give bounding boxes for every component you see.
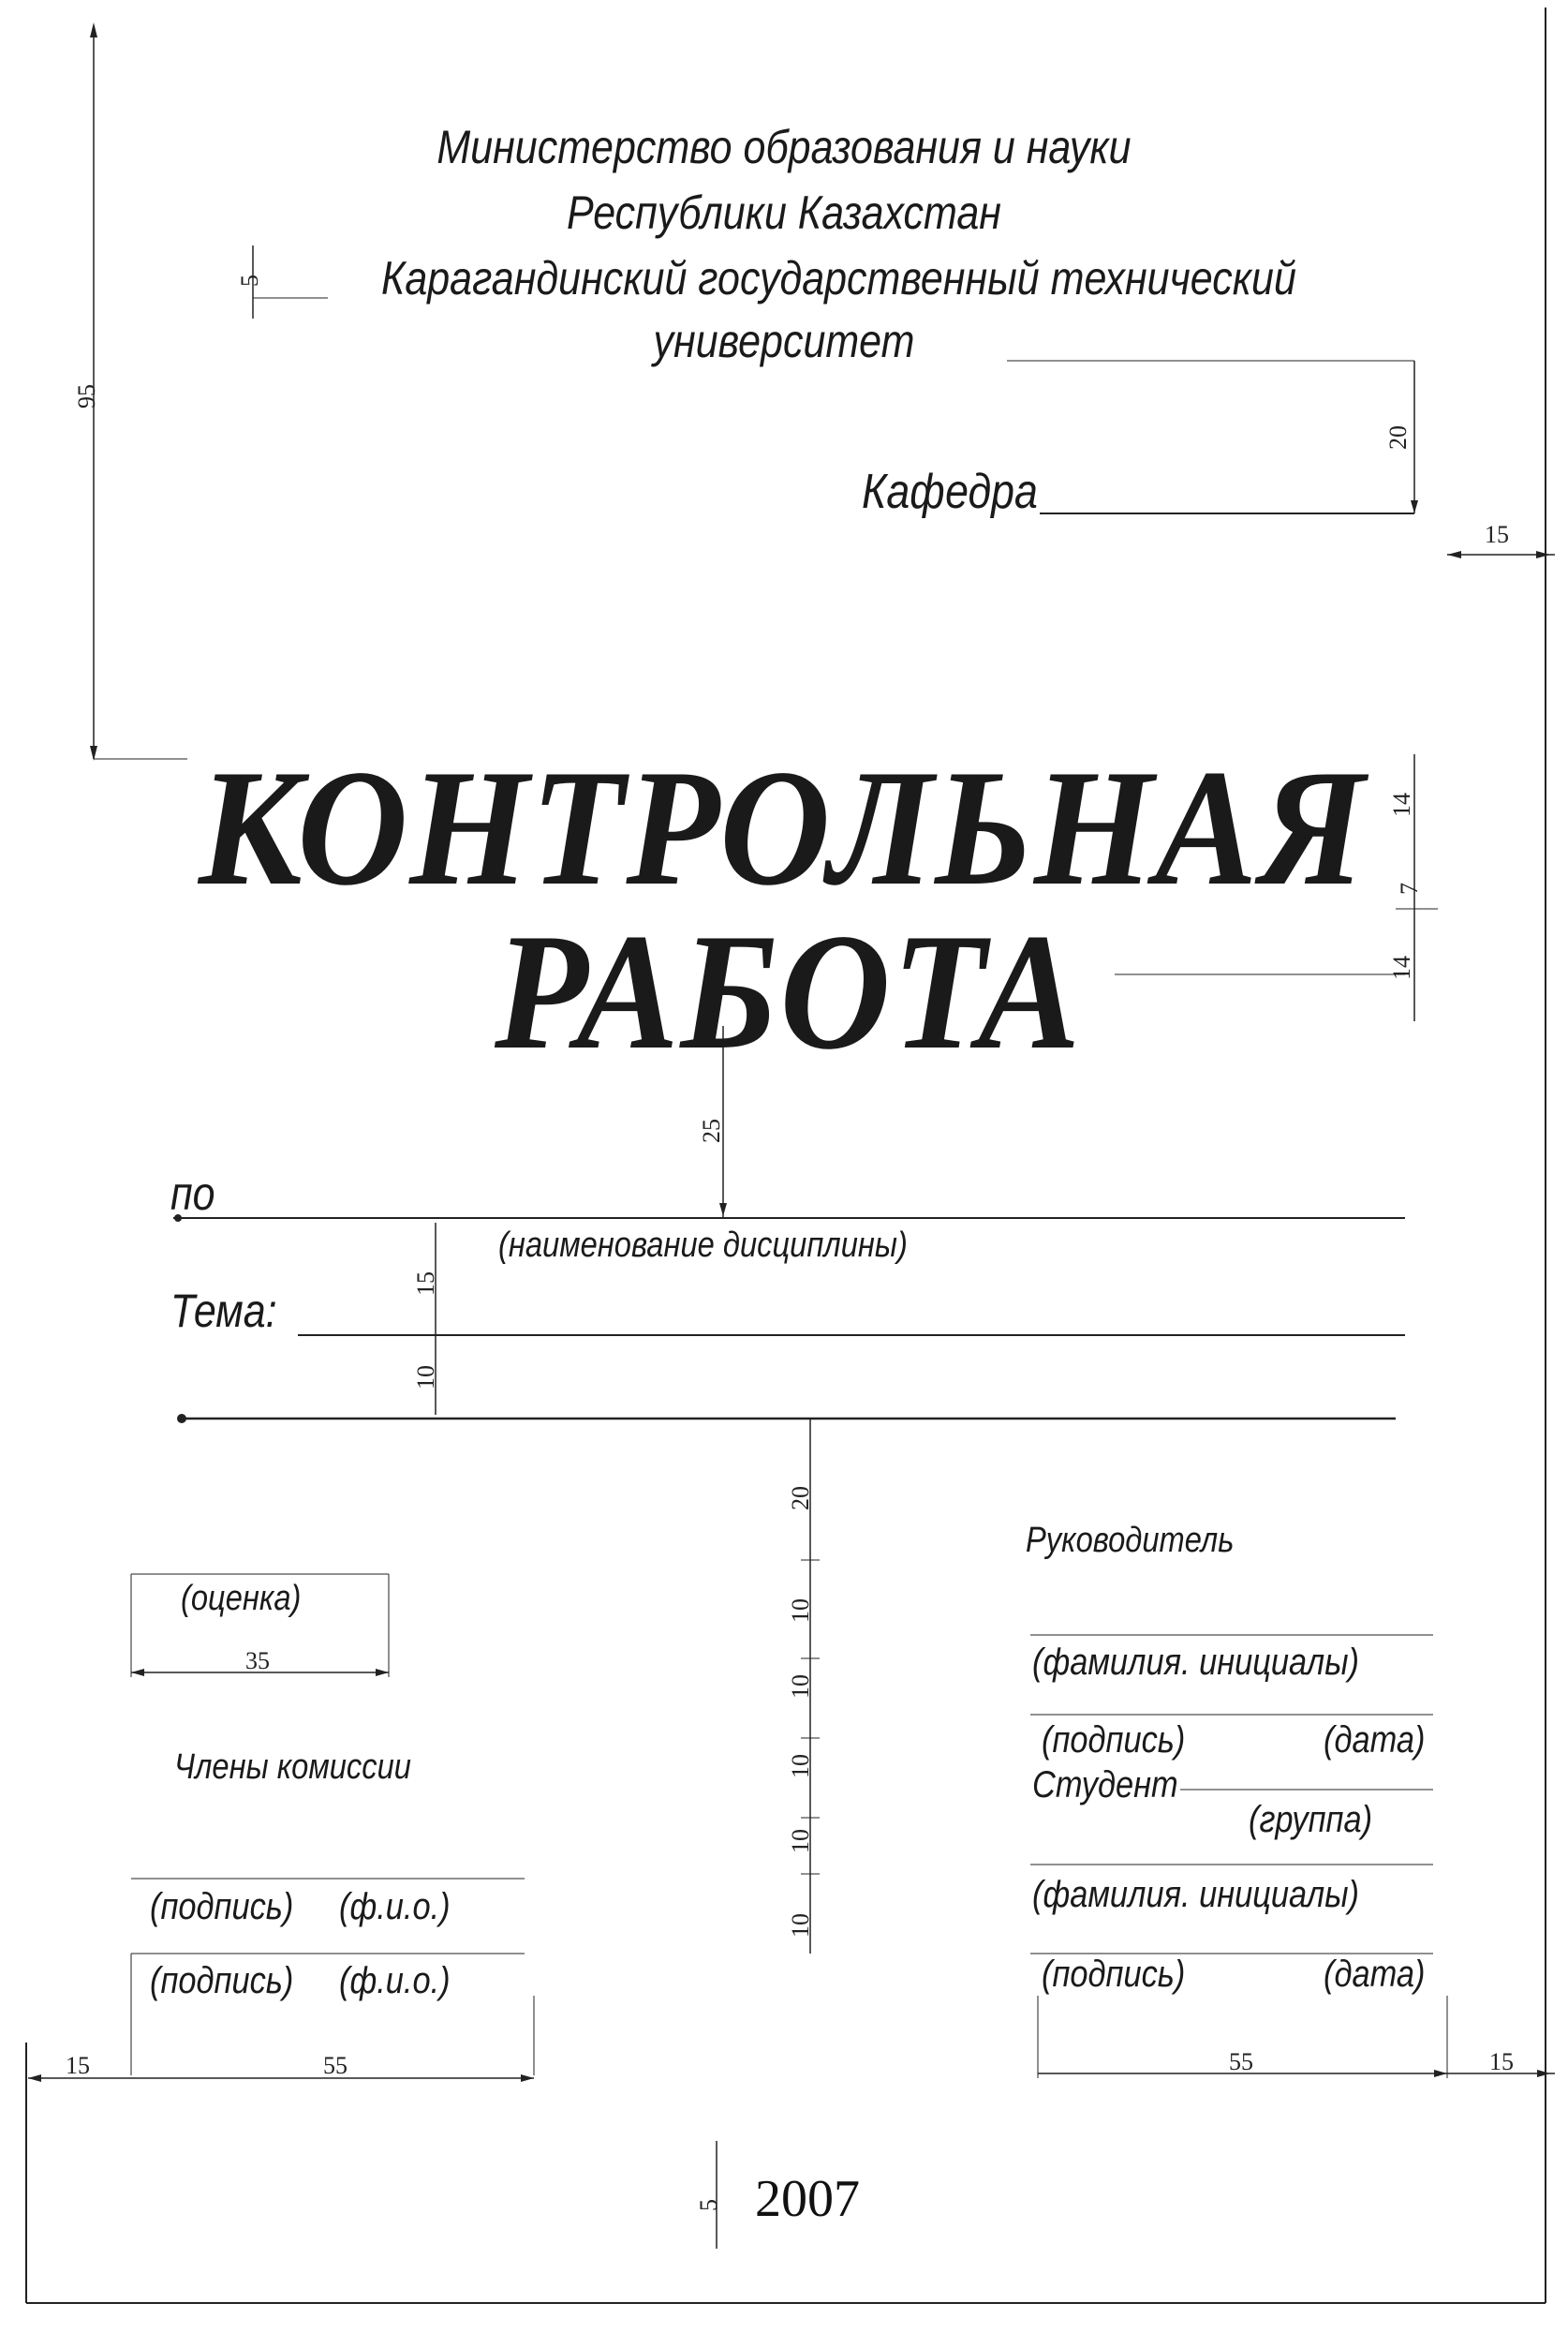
commission-row-2-name: (ф.и.о.) bbox=[339, 1960, 451, 2001]
dim-right-margin: 15 bbox=[1485, 521, 1509, 548]
dim-sign-step-3: 10 bbox=[787, 1754, 814, 1778]
commission-row-1-name: (ф.и.о.) bbox=[339, 1886, 451, 1927]
student-date: (дата) bbox=[1324, 1954, 1426, 1995]
dim-sign-step-4: 10 bbox=[787, 1829, 814, 1853]
dim-topic-to-sign: 20 bbox=[787, 1486, 814, 1510]
dim-title-gap: 7 bbox=[1396, 883, 1423, 895]
dim-sign-step-5: 10 bbox=[787, 1913, 814, 1938]
dim-top-margin: 95 bbox=[73, 384, 100, 409]
supervisor-label: Руководитель bbox=[1026, 1521, 1235, 1560]
dim-title-line-2: 14 bbox=[1388, 956, 1415, 980]
supervisor-signature: (подпись) bbox=[1042, 1719, 1186, 1761]
commission-row-1-signature: (подпись) bbox=[150, 1886, 294, 1927]
discipline-caption: (наименование дисциплины) bbox=[498, 1226, 908, 1265]
title-line-2: РАБОТА bbox=[495, 899, 1083, 1084]
topic-label: Тема: bbox=[170, 1285, 277, 1337]
university-line-1: Карагандинский государственный технический bbox=[381, 252, 1296, 305]
dim-student-width: 55 bbox=[1229, 2048, 1253, 2075]
student-signature: (подпись) bbox=[1042, 1954, 1186, 1995]
dim-title-line-1: 14 bbox=[1388, 793, 1415, 817]
supervisor-date: (дата) bbox=[1324, 1719, 1426, 1761]
student-group: (группа) bbox=[1249, 1799, 1373, 1840]
dim-dept-spacing: 20 bbox=[1384, 425, 1412, 450]
dim-header-spacing: 5 bbox=[236, 275, 263, 287]
dim-discipline-to-topic: 15 bbox=[412, 1271, 439, 1296]
dim-left-margin: 15 bbox=[66, 2052, 90, 2079]
discipline-prefix: по bbox=[170, 1167, 215, 1220]
student-label: Студент bbox=[1032, 1764, 1178, 1805]
university-line-2: университет bbox=[653, 315, 915, 367]
student-name-caption: (фамилия. инициалы) bbox=[1032, 1874, 1359, 1915]
dim-grade-width: 35 bbox=[245, 1647, 270, 1674]
dim-sign-step-2: 10 bbox=[787, 1674, 814, 1699]
dim-topic-spacing: 10 bbox=[412, 1365, 439, 1389]
dim-sign-step-1: 10 bbox=[787, 1598, 814, 1623]
dim-title-to-discipline: 25 bbox=[698, 1119, 725, 1143]
grade-caption: (оценка) bbox=[181, 1579, 302, 1618]
commission-label: Члены комиссии bbox=[174, 1747, 411, 1787]
department-label: Кафедра bbox=[862, 465, 1038, 519]
ministry-line-1: Министерство образования и науки bbox=[436, 121, 1132, 173]
dim-commission-width: 55 bbox=[323, 2052, 348, 2079]
dim-right-margin-bottom: 15 bbox=[1489, 2048, 1514, 2075]
year: 2007 bbox=[755, 2170, 860, 2228]
dim-year-spacing: 5 bbox=[695, 2199, 722, 2211]
title-line-1: КОНТРОЛЬНАЯ bbox=[199, 735, 1367, 920]
ministry-line-2: Республики Казахстан bbox=[567, 186, 1001, 239]
commission-row-2-signature: (подпись) bbox=[150, 1960, 294, 2001]
supervisor-name-caption: (фамилия. инициалы) bbox=[1032, 1642, 1359, 1683]
